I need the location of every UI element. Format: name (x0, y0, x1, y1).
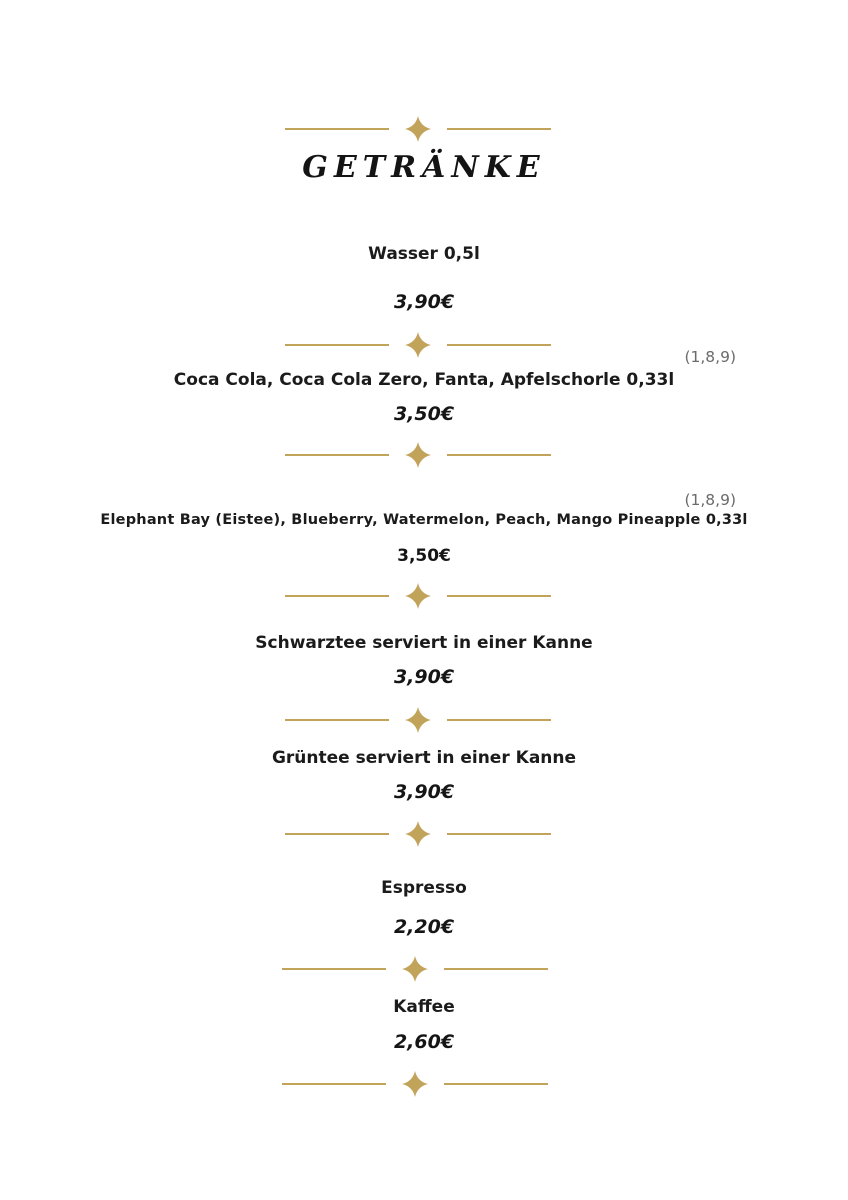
four-point-star-icon (283, 440, 563, 470)
four-point-star-icon (280, 954, 560, 984)
ornament-divider (280, 1069, 560, 1099)
item-name: Schwarztee serviert in einer Kanne (255, 633, 593, 653)
ornament-divider (283, 330, 563, 360)
ornament-divider (283, 819, 563, 849)
allergen-note: (1,8,9) (684, 491, 736, 509)
item-name: Wasser 0,5l (368, 244, 480, 264)
item-name: Grüntee serviert in einer Kanne (271, 748, 577, 768)
item-name: Kaffee (393, 997, 455, 1017)
four-point-star-icon (283, 581, 563, 611)
item-name: Elephant Bay (Eistee), Blueberry, Watermelon, Peach, Mango Pineapple 0,33l (100, 512, 748, 528)
ornament-divider (280, 954, 560, 984)
item-price: 3,90€ (393, 666, 455, 688)
item-price: 3,50€ (397, 546, 451, 566)
ornament-divider (283, 440, 563, 470)
four-point-star-icon (283, 819, 563, 849)
item-name: Espresso (381, 878, 467, 898)
allergen-note: (1,8,9) (684, 348, 736, 366)
ornament-divider (283, 114, 563, 144)
item-price: 3,90€ (393, 291, 455, 313)
ornament-divider (283, 705, 563, 735)
four-point-star-icon (280, 1069, 560, 1099)
four-point-star-icon (283, 705, 563, 735)
four-point-star-icon (283, 114, 563, 144)
four-point-star-icon (283, 330, 563, 360)
item-price: 2,20€ (393, 916, 455, 938)
item-price: 3,90€ (393, 781, 455, 803)
page-title: GETRÄNKE (302, 150, 546, 185)
item-price: 2,60€ (393, 1031, 455, 1053)
item-price: 3,50€ (393, 403, 455, 425)
item-name: Coca Cola, Coca Cola Zero, Fanta, Apfelschorle 0,33l (173, 370, 675, 390)
ornament-divider (283, 581, 563, 611)
